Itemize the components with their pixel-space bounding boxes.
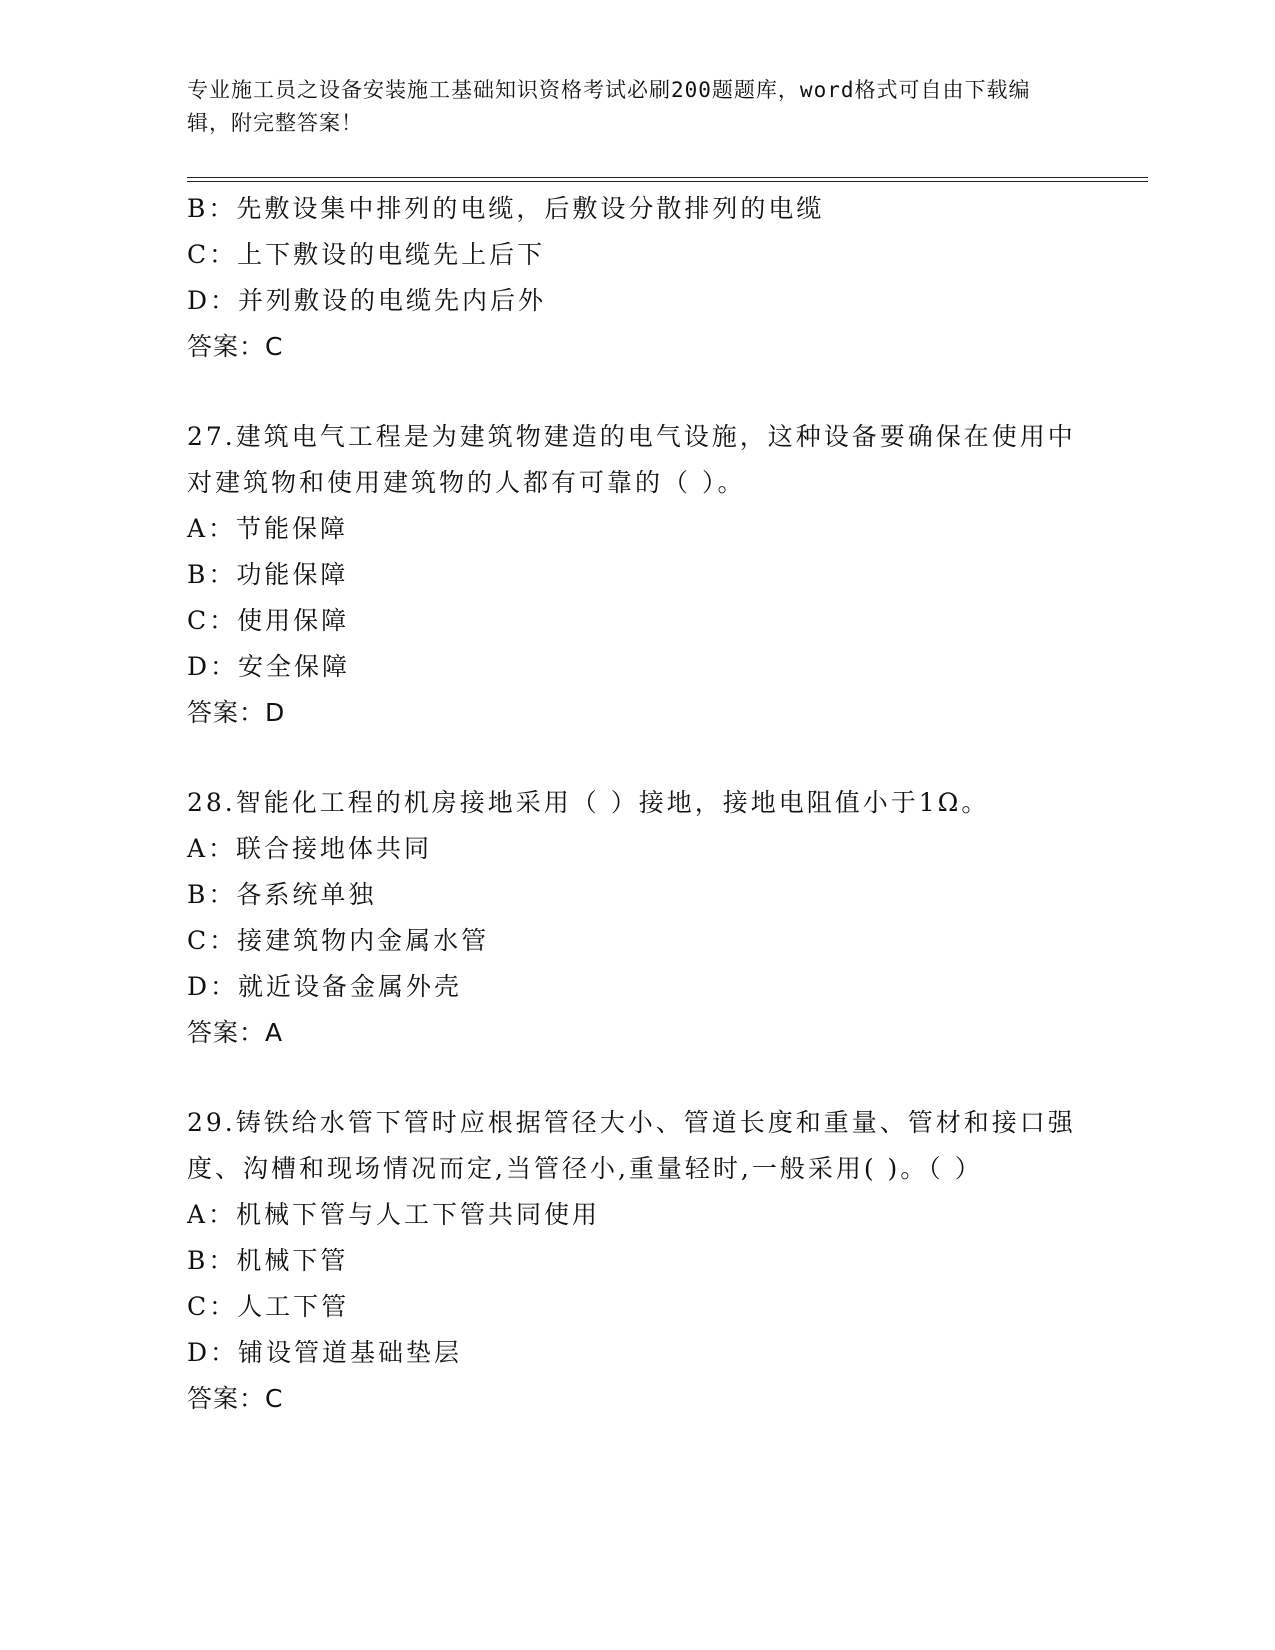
document-body (187, 186, 1077, 1422)
question-stem: 29.铸铁给水管下管时应根据管径大小、管道长度和重量、管材和接口强度、沟槽和现场情况而定,当管径小,重量轻时,一般采用( )。（ ） (187, 1108, 1076, 1183)
question-27 (187, 414, 1077, 736)
question-26-continued (187, 186, 1077, 370)
question-28 (187, 780, 1077, 1056)
option-c: C：接建筑物内金属水管 (187, 926, 490, 955)
header-divider-top (187, 177, 1148, 178)
header-title: 专业施工员之设备安装施工基础知识资格考试必刷200题题库，word格式可自由下载编辑，附完整答案！ (187, 78, 1031, 135)
option-a: A：机械下管与人工下管共同使用 (187, 1200, 601, 1229)
option-c: C：人工下管 (187, 1292, 350, 1321)
option-d: D：铺设管道基础垫层 (187, 1338, 463, 1367)
answer: 答案：C (187, 1384, 284, 1413)
question-29 (187, 1100, 1077, 1422)
answer: 答案：C (187, 332, 284, 361)
spacer (187, 1056, 1077, 1100)
option-b: B：先敷设集中排列的电缆，后敷设分散排列的电缆 (187, 194, 825, 223)
option-b: B：各系统单独 (187, 880, 377, 909)
option-a: A：联合接地体共同 (187, 834, 433, 863)
question-stem: 28.智能化工程的机房接地采用（ ）接地，接地电阻值小于1Ω。 (187, 788, 990, 817)
option-c: C：使用保障 (187, 606, 350, 635)
option-d: D：就近设备金属外壳 (187, 972, 463, 1001)
question-stem: 27.建筑电气工程是为建筑物建造的电气设施，这种设备要确保在使用中对建筑物和使用建筑物的人都有可靠的（ ）。 (187, 422, 1076, 497)
option-d: D：安全保障 (187, 652, 351, 681)
option-b: B：功能保障 (187, 560, 349, 589)
page-header (187, 74, 1067, 140)
spacer (187, 370, 1077, 414)
spacer (187, 736, 1077, 780)
option-c: C：上下敷设的电缆先上后下 (187, 240, 546, 269)
option-d: D：并列敷设的电缆先内后外 (187, 286, 547, 315)
option-b: B：机械下管 (187, 1246, 349, 1275)
option-a: A：节能保障 (187, 514, 349, 543)
answer: 答案：D (187, 698, 286, 727)
answer: 答案：A (187, 1018, 284, 1047)
header-divider-bottom (187, 181, 1148, 182)
